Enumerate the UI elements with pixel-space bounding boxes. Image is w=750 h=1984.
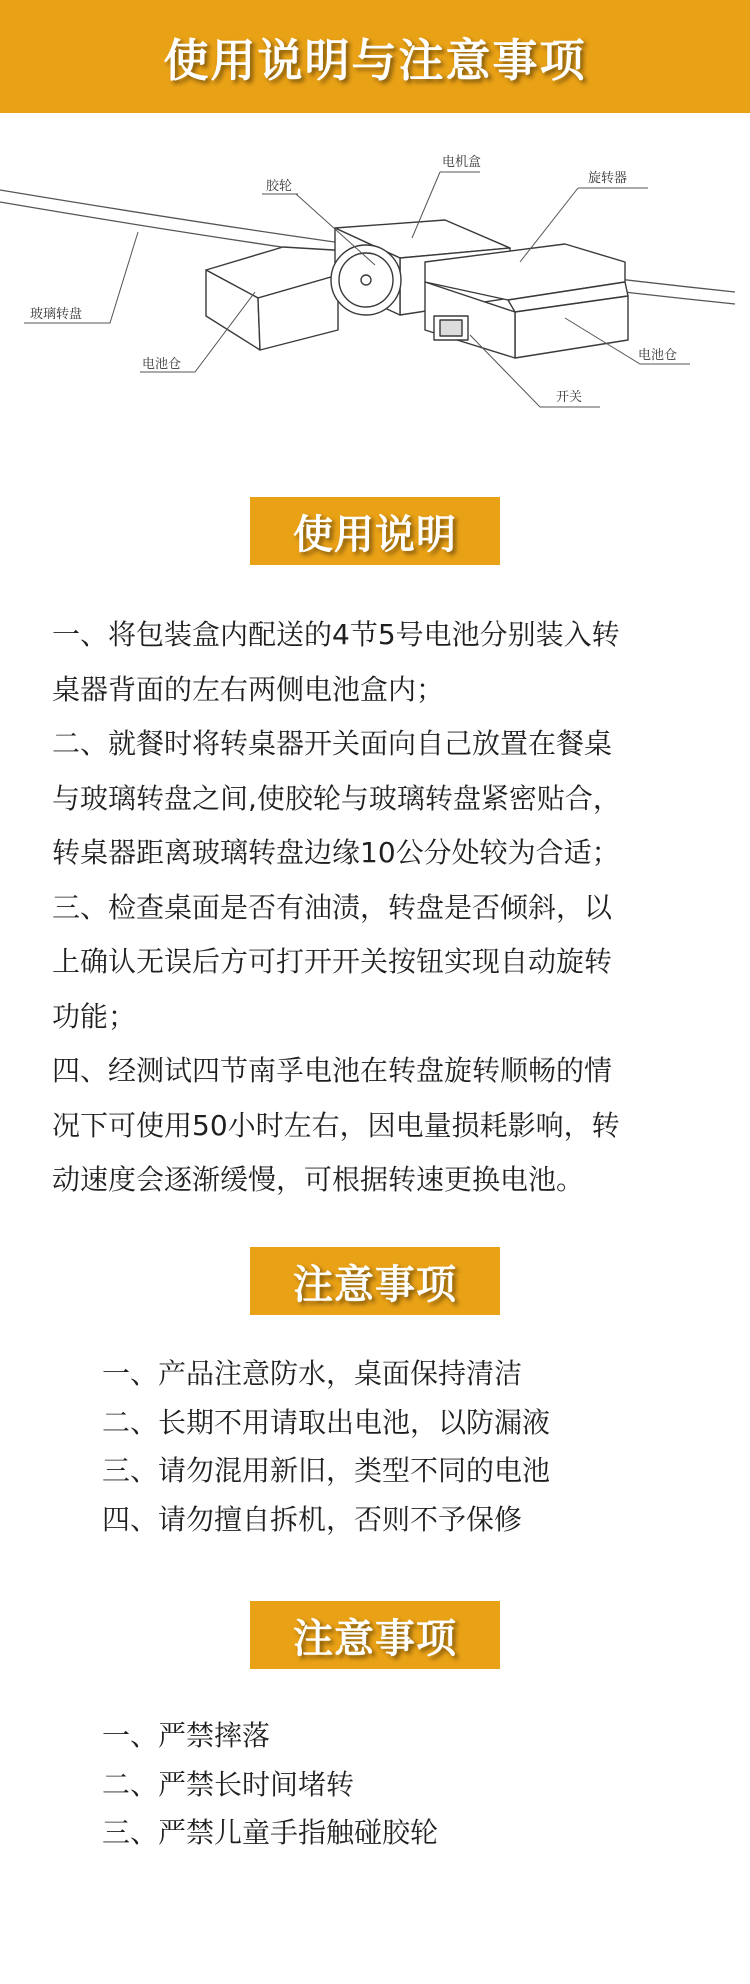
caution-item: 三、请勿混用新旧，类型不同的电池 xyxy=(102,1454,551,1487)
caution-item: 一、产品注意防水，桌面保持清洁 xyxy=(102,1357,523,1390)
usage-line: 二、就餐时将转桌器开关面向自己放置在餐桌 xyxy=(52,727,613,760)
usage-instructions xyxy=(52,608,704,1208)
label-battery-left: 电池仓 xyxy=(142,357,182,372)
prohibition-item: 二、严禁长时间堵转 xyxy=(102,1767,355,1801)
page-title: 使用说明与注意事项 xyxy=(163,34,587,87)
prohibitions-heading xyxy=(250,1601,500,1669)
product-diagram xyxy=(0,130,750,430)
usage-line: 动速度会逐渐缓慢，可根据转速更换电池。 xyxy=(52,1163,585,1196)
label-glass-turntable: 玻璃转盘 xyxy=(30,307,83,322)
label-rubber-wheel: 胶轮 xyxy=(266,179,293,194)
usage-line: 转桌器距离玻璃转盘边缘10公分处较为合适； xyxy=(52,836,620,869)
cautions-heading-text: 注意事项 xyxy=(293,1261,457,1308)
usage-line: 四、经测试四节南孚电池在转盘旋转顺畅的情 xyxy=(52,1054,613,1087)
turntable-device-drawing xyxy=(206,220,628,358)
label-rotator: 旋转器 xyxy=(588,171,628,186)
usage-heading-text: 使用说明 xyxy=(293,511,457,558)
caution-item: 四、请勿擅自拆机，否则不予保修 xyxy=(102,1502,523,1536)
prohibition-item: 三、严禁儿童手指触碰胶轮 xyxy=(102,1816,439,1849)
caution-item: 二、长期不用请取出电池，以防漏液 xyxy=(102,1405,551,1439)
label-motor-box: 电机盒 xyxy=(442,155,482,170)
usage-heading xyxy=(250,497,500,565)
usage-line: 一、将包装盒内配送的4节5号电池分别装入转 xyxy=(52,618,620,651)
title-banner xyxy=(0,0,750,113)
usage-line: 功能； xyxy=(52,999,137,1033)
label-battery-right: 电池仓 xyxy=(638,348,678,363)
usage-line: 与玻璃转盘之间,使胶轮与玻璃转盘紧密贴合， xyxy=(52,781,621,815)
usage-line: 上确认无误后方可打开开关按钮实现自动旋转 xyxy=(52,945,613,978)
cautions-heading xyxy=(250,1247,500,1315)
usage-line: 三、检查桌面是否有油渍，转盘是否倾斜，以 xyxy=(52,890,613,924)
prohibitions-heading-text: 注意事项 xyxy=(293,1615,457,1662)
cautions-list xyxy=(102,1350,702,1544)
prohibitions-list xyxy=(102,1712,702,1858)
usage-line: 况下可使用50小时左右，因电量损耗影响，转 xyxy=(52,1108,620,1142)
usage-line: 桌器背面的左右两侧电池盒内； xyxy=(52,672,445,706)
label-switch: 开关 xyxy=(556,390,583,405)
prohibition-item: 一、严禁摔落 xyxy=(102,1719,271,1752)
